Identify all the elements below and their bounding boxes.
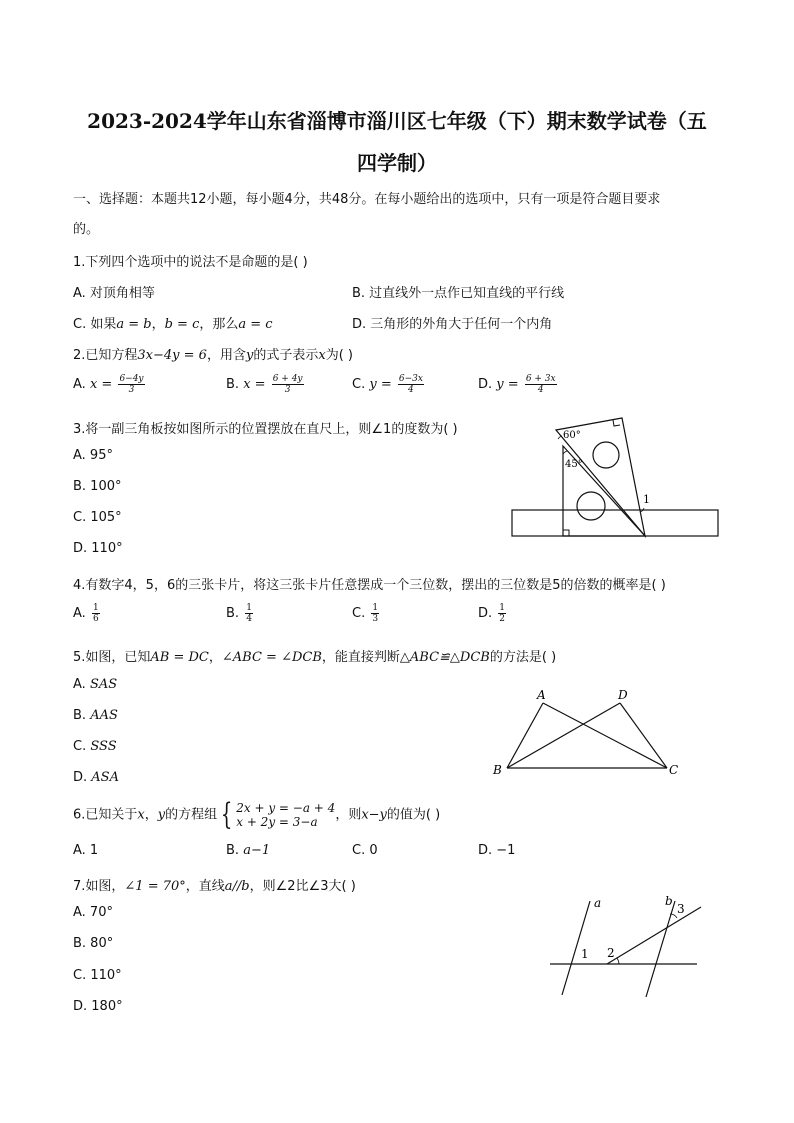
segment-db <box>507 703 620 768</box>
q1-option-c <box>73 313 273 332</box>
q4-c-num: 1 <box>372 603 379 613</box>
q5-a-label: A. <box>73 677 86 692</box>
q1-stem: 1.下列四个选项中的说法不是命题的是( ) <box>73 255 308 270</box>
q2-stem <box>73 344 353 363</box>
q5-option-c <box>73 739 117 754</box>
paper-title-line2: 四学制） <box>357 151 437 175</box>
q5-stem <box>73 646 556 665</box>
section-header-cont: 的。 <box>73 222 100 237</box>
right-angle-mark-bottom <box>563 530 569 536</box>
q5-stem-b: ， <box>208 650 222 665</box>
q2-a-var: x = <box>89 377 113 392</box>
q5-d-label: D. <box>73 770 88 785</box>
q4-c-fraction <box>371 603 379 624</box>
point-b-label: B <box>493 763 502 777</box>
q2-d-var: y = <box>496 377 519 392</box>
q4-a-num: 1 <box>92 603 99 613</box>
q3-stem: 3.将一副三角板按如图所示的位置摆放在直尺上，则∠1的度数为( ) <box>73 422 458 437</box>
transversal <box>607 907 701 964</box>
q4-option-a <box>73 603 102 624</box>
q1-option-c-math3: a = c <box>238 317 273 332</box>
section-header: 一、选择题：本题共12小题，每小题4分，共48分。在每小题给出的选项中，只有一项是符合题目要求 <box>73 192 661 207</box>
q6-brace: { <box>220 797 233 832</box>
q2-option-c <box>352 374 426 395</box>
q6-option-b <box>226 843 270 858</box>
q2-b-den: 3 <box>284 385 291 395</box>
q4-b-label: B. <box>226 606 240 621</box>
label-45: 45° <box>565 459 583 470</box>
q1-option-c-prefix: C. 如果 <box>73 317 117 332</box>
angle-arc-60 <box>558 436 562 439</box>
q6-var-x: x <box>137 807 145 823</box>
q4-c-label: C. <box>352 606 366 621</box>
q2-b-num: 6 + 4y <box>272 374 303 384</box>
q7-math2: a//b <box>224 879 250 894</box>
ruler <box>512 510 718 536</box>
q6-option-d: D. −1 <box>478 843 516 858</box>
q3-option-a: A. 95° <box>73 448 113 463</box>
q2-b-fraction <box>272 374 304 395</box>
q5-d-val: ASA <box>91 770 119 785</box>
q6-option-c: C. 0 <box>352 843 378 858</box>
q3-option-b: B. 100° <box>73 479 122 494</box>
q7-stem-b: ，直线 <box>185 879 225 894</box>
q6-x-minus-y: x−y <box>361 807 387 823</box>
triangle-hole-upper <box>593 442 619 468</box>
q6-var-y: y <box>157 807 166 823</box>
q5-stem-d: 的方法是( ) <box>489 650 557 665</box>
q2-d-den: 4 <box>537 385 544 395</box>
q2-option-d <box>478 374 559 395</box>
angle-3-label: 3 <box>677 902 685 916</box>
point-a-label: A <box>537 688 546 702</box>
q5-stem-c: ，能直接判断 <box>321 650 400 665</box>
q2-d-label: D. <box>478 377 493 392</box>
q7-stem-c: ，则∠2比∠3大( ) <box>249 879 356 894</box>
triangle-hole-lower <box>577 492 605 520</box>
q5-c-val: SSS <box>90 739 117 754</box>
q1-option-c-sep2: ，那么 <box>199 317 239 332</box>
q4-d-den: 2 <box>499 614 506 624</box>
line-b <box>646 901 675 997</box>
q2-option-b <box>226 374 306 395</box>
q7-math1: ∠1 = 70° <box>124 879 186 894</box>
q5-math2: ∠ABC = ∠DCB <box>221 650 322 665</box>
q2-stem-d: 为( ) <box>325 348 353 363</box>
q4-d-fraction <box>498 603 506 624</box>
q5-figure <box>485 688 685 780</box>
q6-b-val: a−1 <box>243 843 271 858</box>
q4-a-den: 6 <box>92 614 99 624</box>
q2-a-den: 3 <box>128 385 135 395</box>
q2-stem-a: 2.已知方程 <box>73 348 138 363</box>
q4-d-num: 1 <box>499 603 506 613</box>
q6-b-label: B. <box>226 843 240 858</box>
q6-stem <box>73 797 441 832</box>
q2-d-num: 6 + 3x <box>525 374 556 384</box>
q2-d-fraction <box>525 374 557 395</box>
q5-c-label: C. <box>73 739 87 754</box>
angle-1-label: 1 <box>581 947 589 961</box>
q2-var-y: y <box>245 348 254 363</box>
q1-option-a: A. 对顶角相等 <box>73 286 155 301</box>
q5-b-label: B. <box>73 708 87 723</box>
q7-option-b: B. 80° <box>73 936 114 951</box>
q6-stem-d: ，则 <box>335 807 362 823</box>
q4-a-label: A. <box>73 606 86 621</box>
segment-ac <box>543 703 667 768</box>
q5-b-val: AAS <box>90 708 118 723</box>
q1-option-c-math1: a = b <box>116 317 152 332</box>
q4-stem: 4.有数字4，5，6的三张卡片，将这三张卡片任意摆成一个三位数，摆出的三位数是5的倍数的概率是( ) <box>73 578 666 593</box>
angle-2-label: 2 <box>607 946 615 960</box>
q2-c-fraction <box>398 374 424 395</box>
q5-stem-a: 5.如图，已知 <box>73 650 151 665</box>
q2-c-label: C. <box>352 377 366 392</box>
q5-math1: AB = DC <box>150 650 209 665</box>
q4-a-fraction <box>92 603 100 624</box>
q5-math3: △ABC≌△DCB <box>399 650 490 665</box>
q6-eq1: 2x + y = −a + 4 <box>236 801 336 815</box>
q7-stem <box>73 875 356 894</box>
q4-option-d <box>478 603 508 624</box>
q2-c-var: y = <box>369 377 392 392</box>
q4-c-den: 3 <box>372 614 379 624</box>
q4-option-b <box>226 603 255 624</box>
point-c-label: C <box>669 763 679 777</box>
q6-stem-a: 6.已知关于 <box>73 807 138 823</box>
q7-option-a: A. 70° <box>73 905 113 920</box>
q4-b-fraction <box>245 603 253 624</box>
q6-equation-system <box>217 797 336 832</box>
q7-stem-a: 7.如图， <box>73 879 125 894</box>
q4-d-label: D. <box>478 606 493 621</box>
q2-b-label: B. <box>226 377 240 392</box>
q2-var-x: x <box>318 348 326 363</box>
q7-figure <box>545 893 705 1003</box>
line-b-label: b <box>665 894 673 908</box>
paper-title-line1: 2023-2024学年山东省淄博市淄川区七年级（下）期末数学试卷（五 <box>87 109 707 133</box>
q3-figure <box>505 412 725 544</box>
q2-a-num: 6−4y <box>119 374 144 384</box>
label-60: 60° <box>563 430 581 441</box>
angle-arc-2 <box>617 958 619 964</box>
q3-option-d: D. 110° <box>73 541 123 556</box>
q6-option-a: A. 1 <box>73 843 99 858</box>
point-d-label: D <box>618 688 628 702</box>
q3-option-c: C. 105° <box>73 510 122 525</box>
q6-stem-c: 的方程组 <box>165 807 218 823</box>
q1-option-c-sep: ， <box>151 317 165 332</box>
q2-option-a <box>73 374 147 395</box>
label-angle1: 1 <box>643 493 650 506</box>
q1-option-c-math2: b = c <box>164 317 200 332</box>
q4-option-c <box>352 603 381 624</box>
q7-option-c: C. 110° <box>73 968 122 983</box>
q2-b-var: x = <box>243 377 266 392</box>
q2-a-fraction <box>118 374 144 395</box>
q5-option-b <box>73 708 118 723</box>
q6-stem-b: ， <box>144 807 158 823</box>
q4-b-num: 1 <box>246 603 252 613</box>
q7-option-d: D. 180° <box>73 999 123 1014</box>
segment-dc <box>620 703 667 768</box>
q4-b-den: 4 <box>246 614 252 624</box>
q2-equation: 3x−4y = 6 <box>137 348 207 363</box>
q2-a-label: A. <box>73 377 86 392</box>
line-a-label: a <box>594 896 602 910</box>
q1-option-b: B. 过直线外一点作已知直线的平行线 <box>352 286 565 301</box>
q5-option-a <box>73 677 117 692</box>
q6-stem-e: 的值为( ) <box>386 807 441 823</box>
q2-c-num: 6−3x <box>398 374 423 384</box>
q5-a-val: SAS <box>89 677 118 692</box>
q6-eq2: x + 2y = 3−a <box>236 815 318 829</box>
q5-option-d <box>73 770 119 785</box>
q1-option-d: D. 三角形的外角大于任何一个内角 <box>352 317 553 332</box>
q2-c-den: 4 <box>408 385 414 395</box>
q2-stem-c: 的式子表示 <box>253 348 319 363</box>
q2-stem-b: ，用含 <box>206 348 246 363</box>
right-angle-mark-top <box>613 420 620 426</box>
